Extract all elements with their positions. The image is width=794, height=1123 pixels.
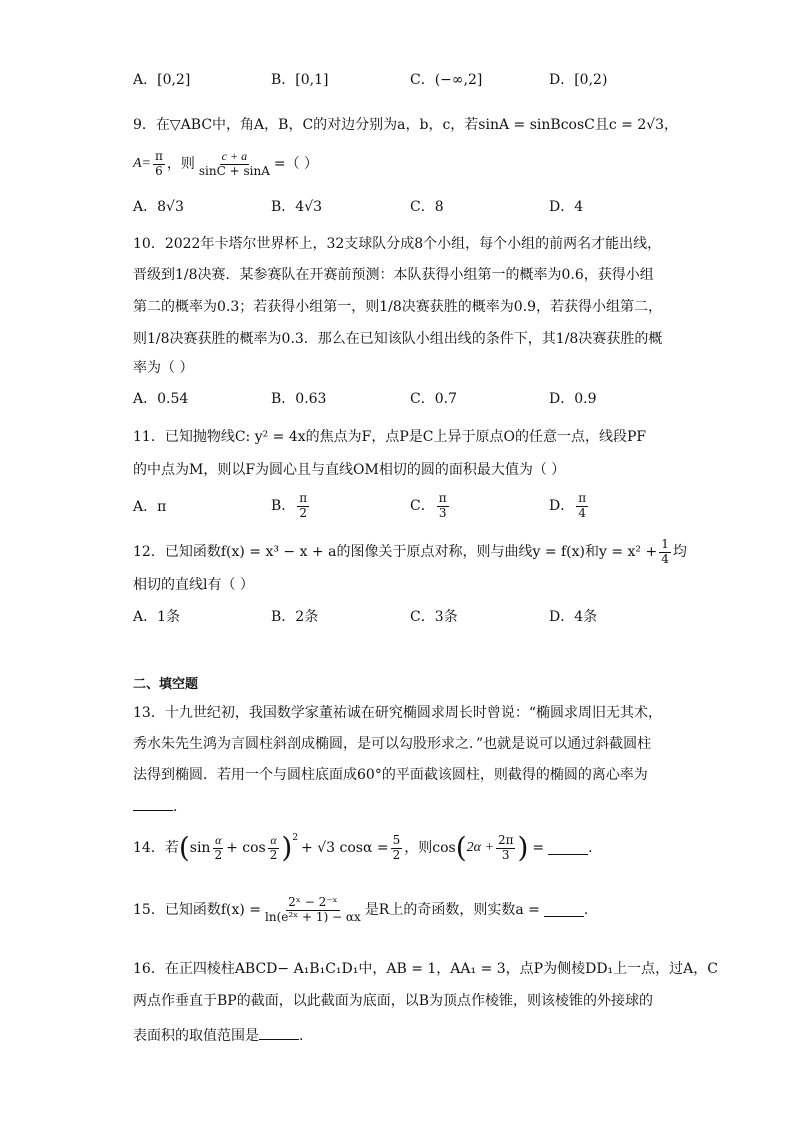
q11-pi-over-2 bbox=[297, 492, 309, 521]
q13-line-3: 法得到椭圆．若用一个与圆柱底面成60°的平面截该圆柱，则截得的椭圆的离心率为 bbox=[133, 767, 648, 783]
q14-paren-open: ( bbox=[178, 831, 190, 865]
q9-stem-line1: 9．在▽ABC中，角A，B，C的对边分别为a，b，c，若sinA = sinBcosC且c = 2√3， bbox=[133, 117, 679, 133]
q9-ratio bbox=[197, 150, 272, 179]
q14-square: 2 bbox=[292, 833, 299, 843]
q11-d-pi: π bbox=[578, 491, 587, 505]
q12-option-c[interactable]: C．3条 bbox=[410, 609, 458, 625]
q11-option-b[interactable] bbox=[271, 492, 311, 521]
q14-alpha-b: α bbox=[270, 833, 277, 847]
q11-c-den: 3 bbox=[438, 505, 447, 520]
q9-option-d[interactable]: D．4 bbox=[549, 199, 584, 215]
q14-two-pi-over-3 bbox=[496, 834, 516, 863]
q14-paren2-open: ( bbox=[455, 831, 467, 865]
q12-four: 4 bbox=[661, 551, 669, 566]
q16-answer-blank[interactable] bbox=[259, 1027, 299, 1040]
q11-option-c[interactable] bbox=[410, 492, 451, 521]
q9-ratio-den: sinC + sinA bbox=[198, 163, 270, 178]
q14-mid: + √3 cosα = bbox=[301, 840, 389, 857]
q9-a-eq: A= bbox=[133, 156, 151, 172]
q14-line bbox=[133, 831, 593, 865]
q11-option-a[interactable]: A．π bbox=[133, 499, 167, 515]
q9-option-b[interactable]: B．4√3 bbox=[271, 199, 323, 215]
q14-two-b: 2 bbox=[269, 847, 278, 862]
q14-three: 3 bbox=[501, 847, 510, 862]
q14-five: 5 bbox=[392, 833, 401, 847]
q12-pre: 12．已知函数f(x) = x³ − x + a的图像关于原点对称，则与曲线y = f(x)和y = x² + bbox=[133, 544, 658, 561]
q13-answer-blank[interactable] bbox=[133, 798, 173, 811]
q11-option-b-label: B． bbox=[271, 498, 296, 515]
q15-line bbox=[133, 896, 588, 925]
q14-alpha-over-2-b bbox=[268, 834, 280, 863]
q8-option-a[interactable]: A．[0,2] bbox=[133, 72, 191, 88]
q15-fraction bbox=[263, 896, 363, 925]
q10-line-3: 第二的概率为0.3；若获得小组第一，则1/8决赛获胜的概率为0.9，若获得小组第二， bbox=[133, 299, 663, 315]
q8-option-b[interactable]: B．[0,1] bbox=[271, 72, 329, 88]
q12-one-quarter bbox=[659, 538, 671, 567]
q8-option-d[interactable]: D．[0,2) bbox=[549, 72, 608, 88]
q14-eq: = bbox=[532, 840, 545, 857]
q13-line-2: 秀水朱先生鸿为言圆柱斜剖成椭圆，是可以勾股形求之．”也就是说可以通过斜截圆柱 bbox=[133, 736, 652, 752]
q11-option-d[interactable] bbox=[549, 492, 590, 521]
q10-line-5: 率为（ ） bbox=[133, 360, 194, 376]
q12-one: 1 bbox=[661, 537, 669, 551]
q14-paren-close: ) bbox=[281, 831, 293, 865]
q12-option-d[interactable]: D．4条 bbox=[549, 609, 598, 625]
section-title-fill-in: 二、填空题 bbox=[133, 677, 199, 692]
q14-two-c: 2 bbox=[392, 847, 401, 862]
q10-line-4: 则1/8决赛获胜的概率为0.3．那么在已知该队小组出线的条件下，其1/8决赛获胜的概 bbox=[133, 331, 663, 347]
q9-option-a[interactable]: A．8√3 bbox=[133, 199, 184, 215]
q14-answer-blank[interactable] bbox=[548, 842, 588, 855]
q9-option-c[interactable]: C．8 bbox=[410, 199, 444, 215]
q16-line-1: 16．在正四棱柱ABCD− A₁B₁C₁D₁中，AB = 1，AA₁ = 3，点P为侧棱DD₁上一点，过A，C bbox=[133, 961, 718, 977]
q10-option-a[interactable]: A．0.54 bbox=[133, 391, 189, 407]
q11-line-1: 11．已知抛物线C: y² = 4x的焦点为F，点P是C上异于原点O的任意一点，线段PF bbox=[133, 429, 647, 445]
q11-d-den: 4 bbox=[578, 505, 586, 520]
q11-b-pi: π bbox=[299, 491, 308, 505]
q10-option-b[interactable]: B．0.63 bbox=[271, 391, 327, 407]
q14-two-a: 2 bbox=[214, 847, 223, 862]
q15-answer-blank[interactable] bbox=[544, 904, 584, 917]
q14-five-halves bbox=[391, 834, 403, 863]
q16-line-2: 两点作垂直于BP的截面，以此截面为底面，以B为顶点作棱锥，则该棱锥的外接球的 bbox=[133, 993, 653, 1009]
q10-line-2: 晋级到1/8决赛．某参赛队在开赛前预测：本队获得小组第一的概率为0.6，获得小组 bbox=[133, 267, 654, 283]
q11-option-d-label: D． bbox=[549, 498, 575, 515]
q13-answer-line bbox=[133, 798, 177, 814]
q14-pre: 14．若 bbox=[133, 840, 179, 857]
q14-alpha-a: α bbox=[215, 833, 222, 847]
q9-six: 6 bbox=[155, 163, 163, 178]
q15-pre: 15．已知函数f(x) = bbox=[133, 902, 261, 919]
q11-b-den: 2 bbox=[299, 505, 308, 520]
q12-line-2: 相切的直线l有（ ） bbox=[133, 577, 254, 593]
q11-pi-over-4 bbox=[576, 492, 588, 521]
q9-tail: =（ ） bbox=[273, 156, 319, 173]
q9-then: ，则 bbox=[166, 156, 195, 173]
q14-end: . bbox=[588, 840, 593, 857]
q15-post: 是R上的奇函数，则实数a = bbox=[364, 902, 540, 919]
q14-two-alpha: 2α + bbox=[466, 840, 494, 856]
q11-line-2: 的中点为M，则以F为圆心且与直线OM相切的圆的面积最大值为（ ） bbox=[133, 462, 566, 478]
q9-ratio-num: c + a bbox=[221, 149, 248, 163]
q14-alpha-over-2-a bbox=[212, 834, 224, 863]
q13-end: . bbox=[173, 799, 178, 815]
q14-two-pi: 2π bbox=[497, 833, 514, 847]
q16-end: . bbox=[299, 1028, 304, 1044]
q9-pi: π bbox=[155, 149, 163, 163]
q13-line-1: 13．十九世纪初，我国数学家董祐诚在研究椭圆求周长时曾说：“椭圆求周旧无其术， bbox=[133, 705, 662, 721]
q14-paren2-close: ) bbox=[517, 831, 529, 865]
q16-line-3-text: 表面积的取值范围是 bbox=[133, 1028, 259, 1044]
q12-option-b[interactable]: B．2条 bbox=[271, 609, 319, 625]
q11-pi-over-3 bbox=[437, 492, 449, 521]
q10-line-1: 10．2022年卡塔尔世界杯上，32支球队分成8个小组，每个小组的前两名才能出线， bbox=[133, 236, 662, 252]
q15-num: 2ˣ − 2⁻ˣ bbox=[288, 895, 338, 909]
q8-option-c[interactable]: C．(−∞,2] bbox=[410, 72, 483, 88]
q10-option-d[interactable]: D．0.9 bbox=[549, 391, 597, 407]
q16-line-3 bbox=[133, 1027, 303, 1043]
q14-then: ，则cos bbox=[404, 840, 456, 857]
q11-option-c-label: C． bbox=[410, 498, 435, 515]
q11-c-pi: π bbox=[438, 491, 447, 505]
q14-sin: sin bbox=[189, 840, 211, 857]
q14-plus-cos: + cos bbox=[226, 840, 266, 857]
q9-pi-over-6 bbox=[153, 150, 165, 179]
q9-stem-line2 bbox=[133, 150, 318, 179]
q12-option-a[interactable]: A．1条 bbox=[133, 609, 181, 625]
q15-end: . bbox=[583, 902, 589, 919]
q12-post: 均 bbox=[672, 544, 687, 561]
q10-option-c[interactable]: C．0.7 bbox=[410, 391, 457, 407]
q12-line-1 bbox=[133, 538, 687, 567]
q15-den: ln(e²ˣ + 1) − αx bbox=[265, 909, 361, 924]
